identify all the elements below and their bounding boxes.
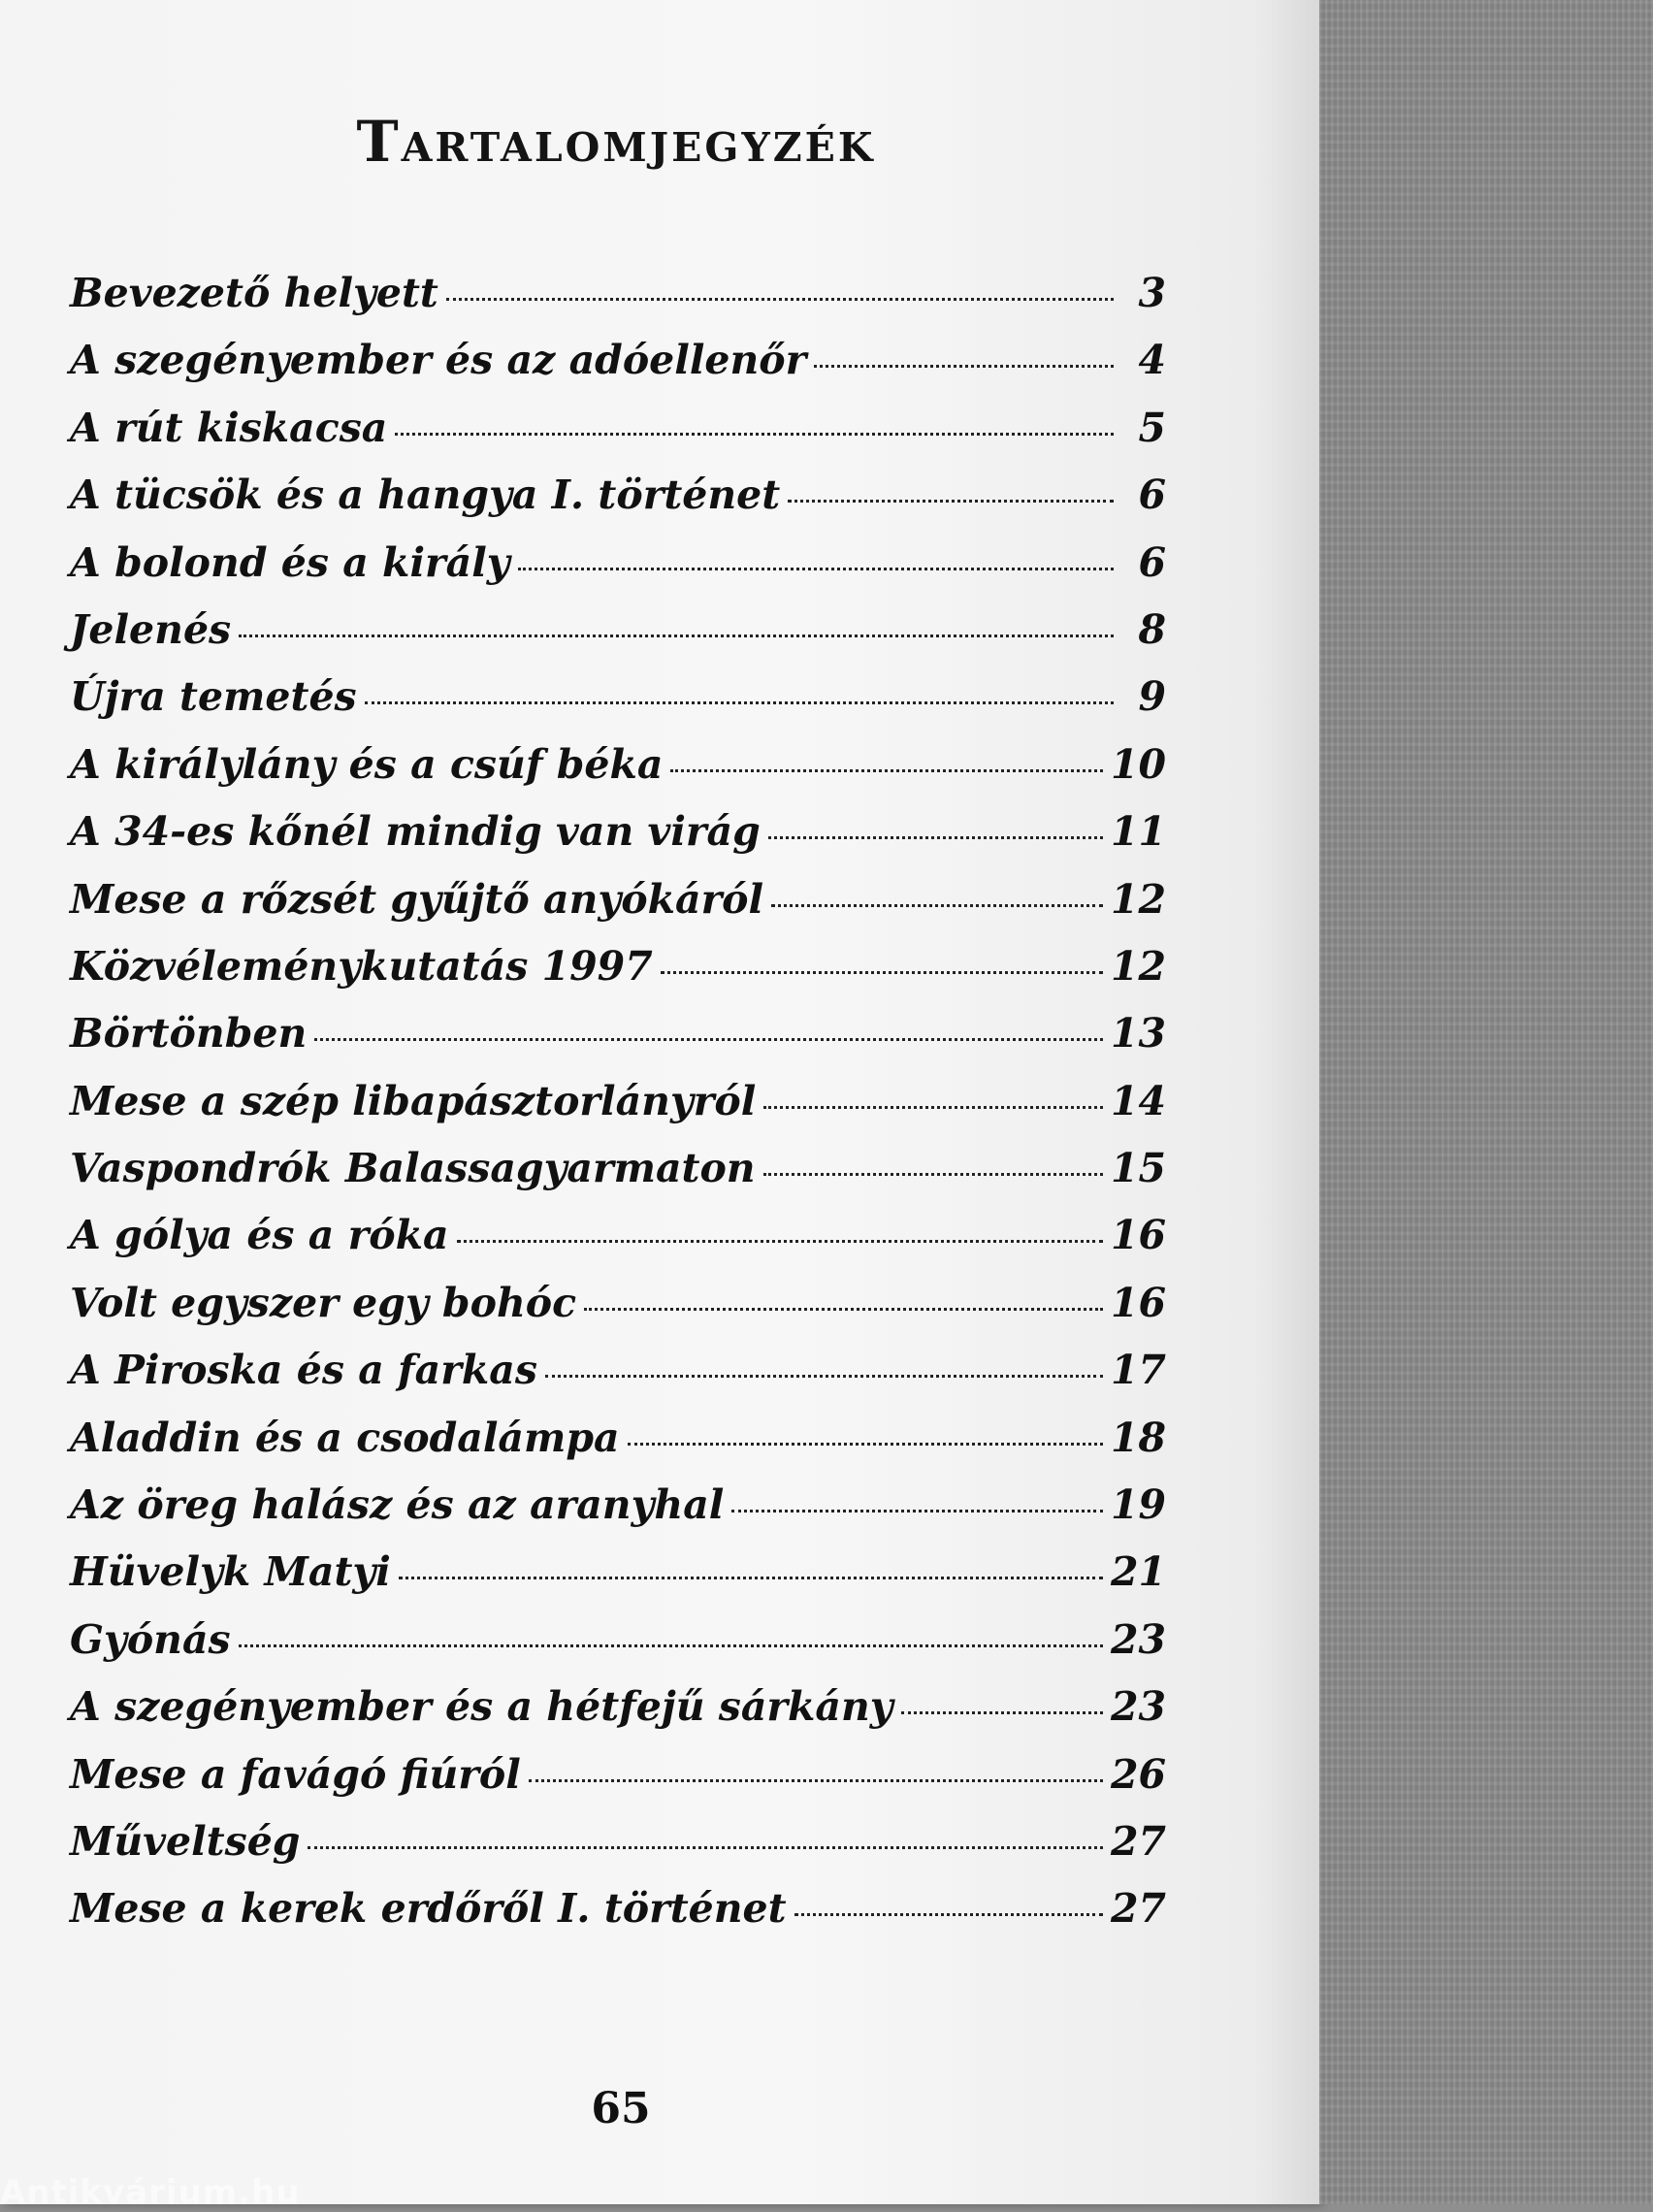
- toc-entry-title: Közvéleménykutatás 1997: [70, 942, 653, 990]
- toc-entry-page: 3: [1138, 270, 1166, 316]
- toc-entry: [70, 1818, 1166, 1885]
- toc-entry-title: A szegényember és a hétfejű sárkány: [70, 1683, 893, 1731]
- dot-leader: [901, 1711, 1103, 1714]
- toc-entry-title: Volt egyszer egy bohóc: [70, 1279, 577, 1326]
- toc-entry-page: 18: [1110, 1414, 1166, 1461]
- toc-entry-title: Mese a szép libapásztorlányról: [70, 1077, 757, 1124]
- toc-entry-page: 26: [1110, 1750, 1166, 1798]
- toc-entry-page: 19: [1110, 1481, 1166, 1529]
- dot-leader: [365, 701, 1114, 704]
- dot-leader: [661, 971, 1103, 974]
- dot-leader: [399, 1577, 1103, 1579]
- toc-entry: [70, 808, 1166, 875]
- table-of-contents: [70, 270, 1166, 1953]
- toc-entry-page: 17: [1110, 1347, 1166, 1394]
- toc-entry-title: A rút kiskacsa: [70, 404, 388, 451]
- toc-entry-title: Mese a rőzsét gyűjtő anyókáról: [70, 875, 764, 923]
- toc-entry-page: 21: [1110, 1548, 1166, 1596]
- toc-entry-title: Gyónás: [70, 1615, 231, 1663]
- dot-leader: [308, 1846, 1102, 1849]
- toc-entry: [70, 606, 1166, 673]
- dot-leader: [457, 1240, 1103, 1243]
- background-surface: [1319, 0, 1653, 2204]
- toc-entry: [70, 1481, 1166, 1548]
- toc-entry-page: 16: [1110, 1279, 1166, 1326]
- dot-leader: [446, 298, 1114, 301]
- toc-entry: [70, 1280, 1166, 1347]
- toc-entry: [70, 405, 1166, 472]
- watermark: Antikvárium.hu: [0, 2173, 301, 2212]
- toc-entry: [70, 673, 1166, 740]
- dot-leader: [239, 1644, 1103, 1647]
- toc-entry: [70, 1078, 1166, 1145]
- dot-leader: [788, 500, 1114, 503]
- toc-entry: [70, 1885, 1166, 1952]
- toc-entry-title: A királylány és a csúf béka: [70, 740, 664, 788]
- toc-entry-title: A 34-es kőnél mindig van virág: [70, 808, 761, 856]
- toc-entry: [70, 1145, 1166, 1212]
- dot-leader: [670, 769, 1102, 772]
- toc-entry-page: 9: [1138, 673, 1166, 721]
- toc-entry-title: Hüvelyk Matyi: [70, 1548, 391, 1596]
- dot-leader: [628, 1443, 1103, 1446]
- toc-entry-title: A tücsök és a hangya I. történet: [70, 472, 781, 519]
- toc-entry-title: Bevezető helyett: [70, 270, 438, 316]
- toc-entry: [70, 1347, 1166, 1414]
- toc-entry-page: 5: [1138, 404, 1166, 451]
- toc-entry: [70, 337, 1166, 404]
- dot-leader: [395, 433, 1114, 436]
- toc-entry-page: 12: [1110, 875, 1166, 923]
- toc-entry-page: 8: [1138, 605, 1166, 653]
- dot-leader: [814, 365, 1114, 368]
- toc-entry-title: Jelenés: [70, 605, 232, 653]
- toc-entry-page: 4: [1138, 337, 1166, 384]
- page-title: Tartalomjegyzék: [356, 109, 876, 175]
- toc-entry: [70, 539, 1166, 606]
- dot-leader: [529, 1779, 1103, 1782]
- toc-entry-page: 11: [1110, 808, 1166, 856]
- toc-entry-title: Mese a kerek erdőről I. történet: [70, 1885, 787, 1933]
- toc-entry-page: 13: [1110, 1010, 1166, 1057]
- toc-entry-page: 16: [1110, 1212, 1166, 1259]
- toc-entry-page: 15: [1110, 1145, 1166, 1192]
- toc-entry-title: Az öreg halász és az aranyhal: [70, 1481, 725, 1529]
- toc-entry-title: Mese a favágó fiúról: [70, 1750, 521, 1798]
- toc-entry-title: A szegényember és az adóellenőr: [70, 337, 807, 384]
- toc-entry: [70, 741, 1166, 808]
- toc-entry: [70, 1415, 1166, 1481]
- dot-leader: [545, 1375, 1103, 1378]
- toc-entry-page: 6: [1138, 538, 1166, 586]
- toc-entry-page: 6: [1138, 472, 1166, 519]
- toc-entry: [70, 1212, 1166, 1279]
- dot-leader: [771, 904, 1103, 907]
- dot-leader: [518, 568, 1114, 570]
- toc-entry-title: A gólya és a róka: [70, 1212, 449, 1259]
- toc-entry-title: Börtönben: [70, 1010, 308, 1057]
- toc-entry-title: Aladdin és a csodalámpa: [70, 1414, 620, 1461]
- toc-entry-page: 12: [1110, 942, 1166, 990]
- toc-entry: [70, 1751, 1166, 1818]
- toc-entry: [70, 472, 1166, 538]
- dot-leader: [584, 1308, 1103, 1311]
- dot-leader: [239, 634, 1114, 637]
- dot-leader: [731, 1510, 1103, 1513]
- toc-entry: [70, 270, 1166, 337]
- toc-entry-page: 27: [1110, 1885, 1166, 1933]
- page-number: 65: [591, 2084, 651, 2133]
- toc-entry-title: Műveltség: [70, 1817, 301, 1865]
- dot-leader: [763, 1173, 1103, 1176]
- toc-entry-page: 27: [1110, 1817, 1166, 1865]
- toc-entry: [70, 1616, 1166, 1683]
- toc-entry-page: 10: [1110, 740, 1166, 788]
- toc-entry-page: 23: [1110, 1683, 1166, 1731]
- toc-entry: [70, 1010, 1166, 1077]
- toc-entry-page: 14: [1110, 1077, 1166, 1124]
- toc-entry-title: A bolond és a király: [70, 538, 510, 586]
- toc-entry: [70, 1548, 1166, 1615]
- dot-leader: [763, 1106, 1103, 1109]
- dot-leader: [314, 1038, 1103, 1041]
- toc-entry-title: Vaspondrók Balassagyarmaton: [70, 1145, 756, 1192]
- toc-entry-title: Újra temetés: [70, 673, 357, 721]
- toc-entry: [70, 876, 1166, 943]
- toc-entry: [70, 943, 1166, 1010]
- dot-leader: [794, 1913, 1103, 1916]
- dot-leader: [768, 836, 1103, 839]
- toc-entry-page: 23: [1110, 1615, 1166, 1663]
- toc-entry-title: A Piroska és a farkas: [70, 1347, 537, 1394]
- toc-entry: [70, 1683, 1166, 1750]
